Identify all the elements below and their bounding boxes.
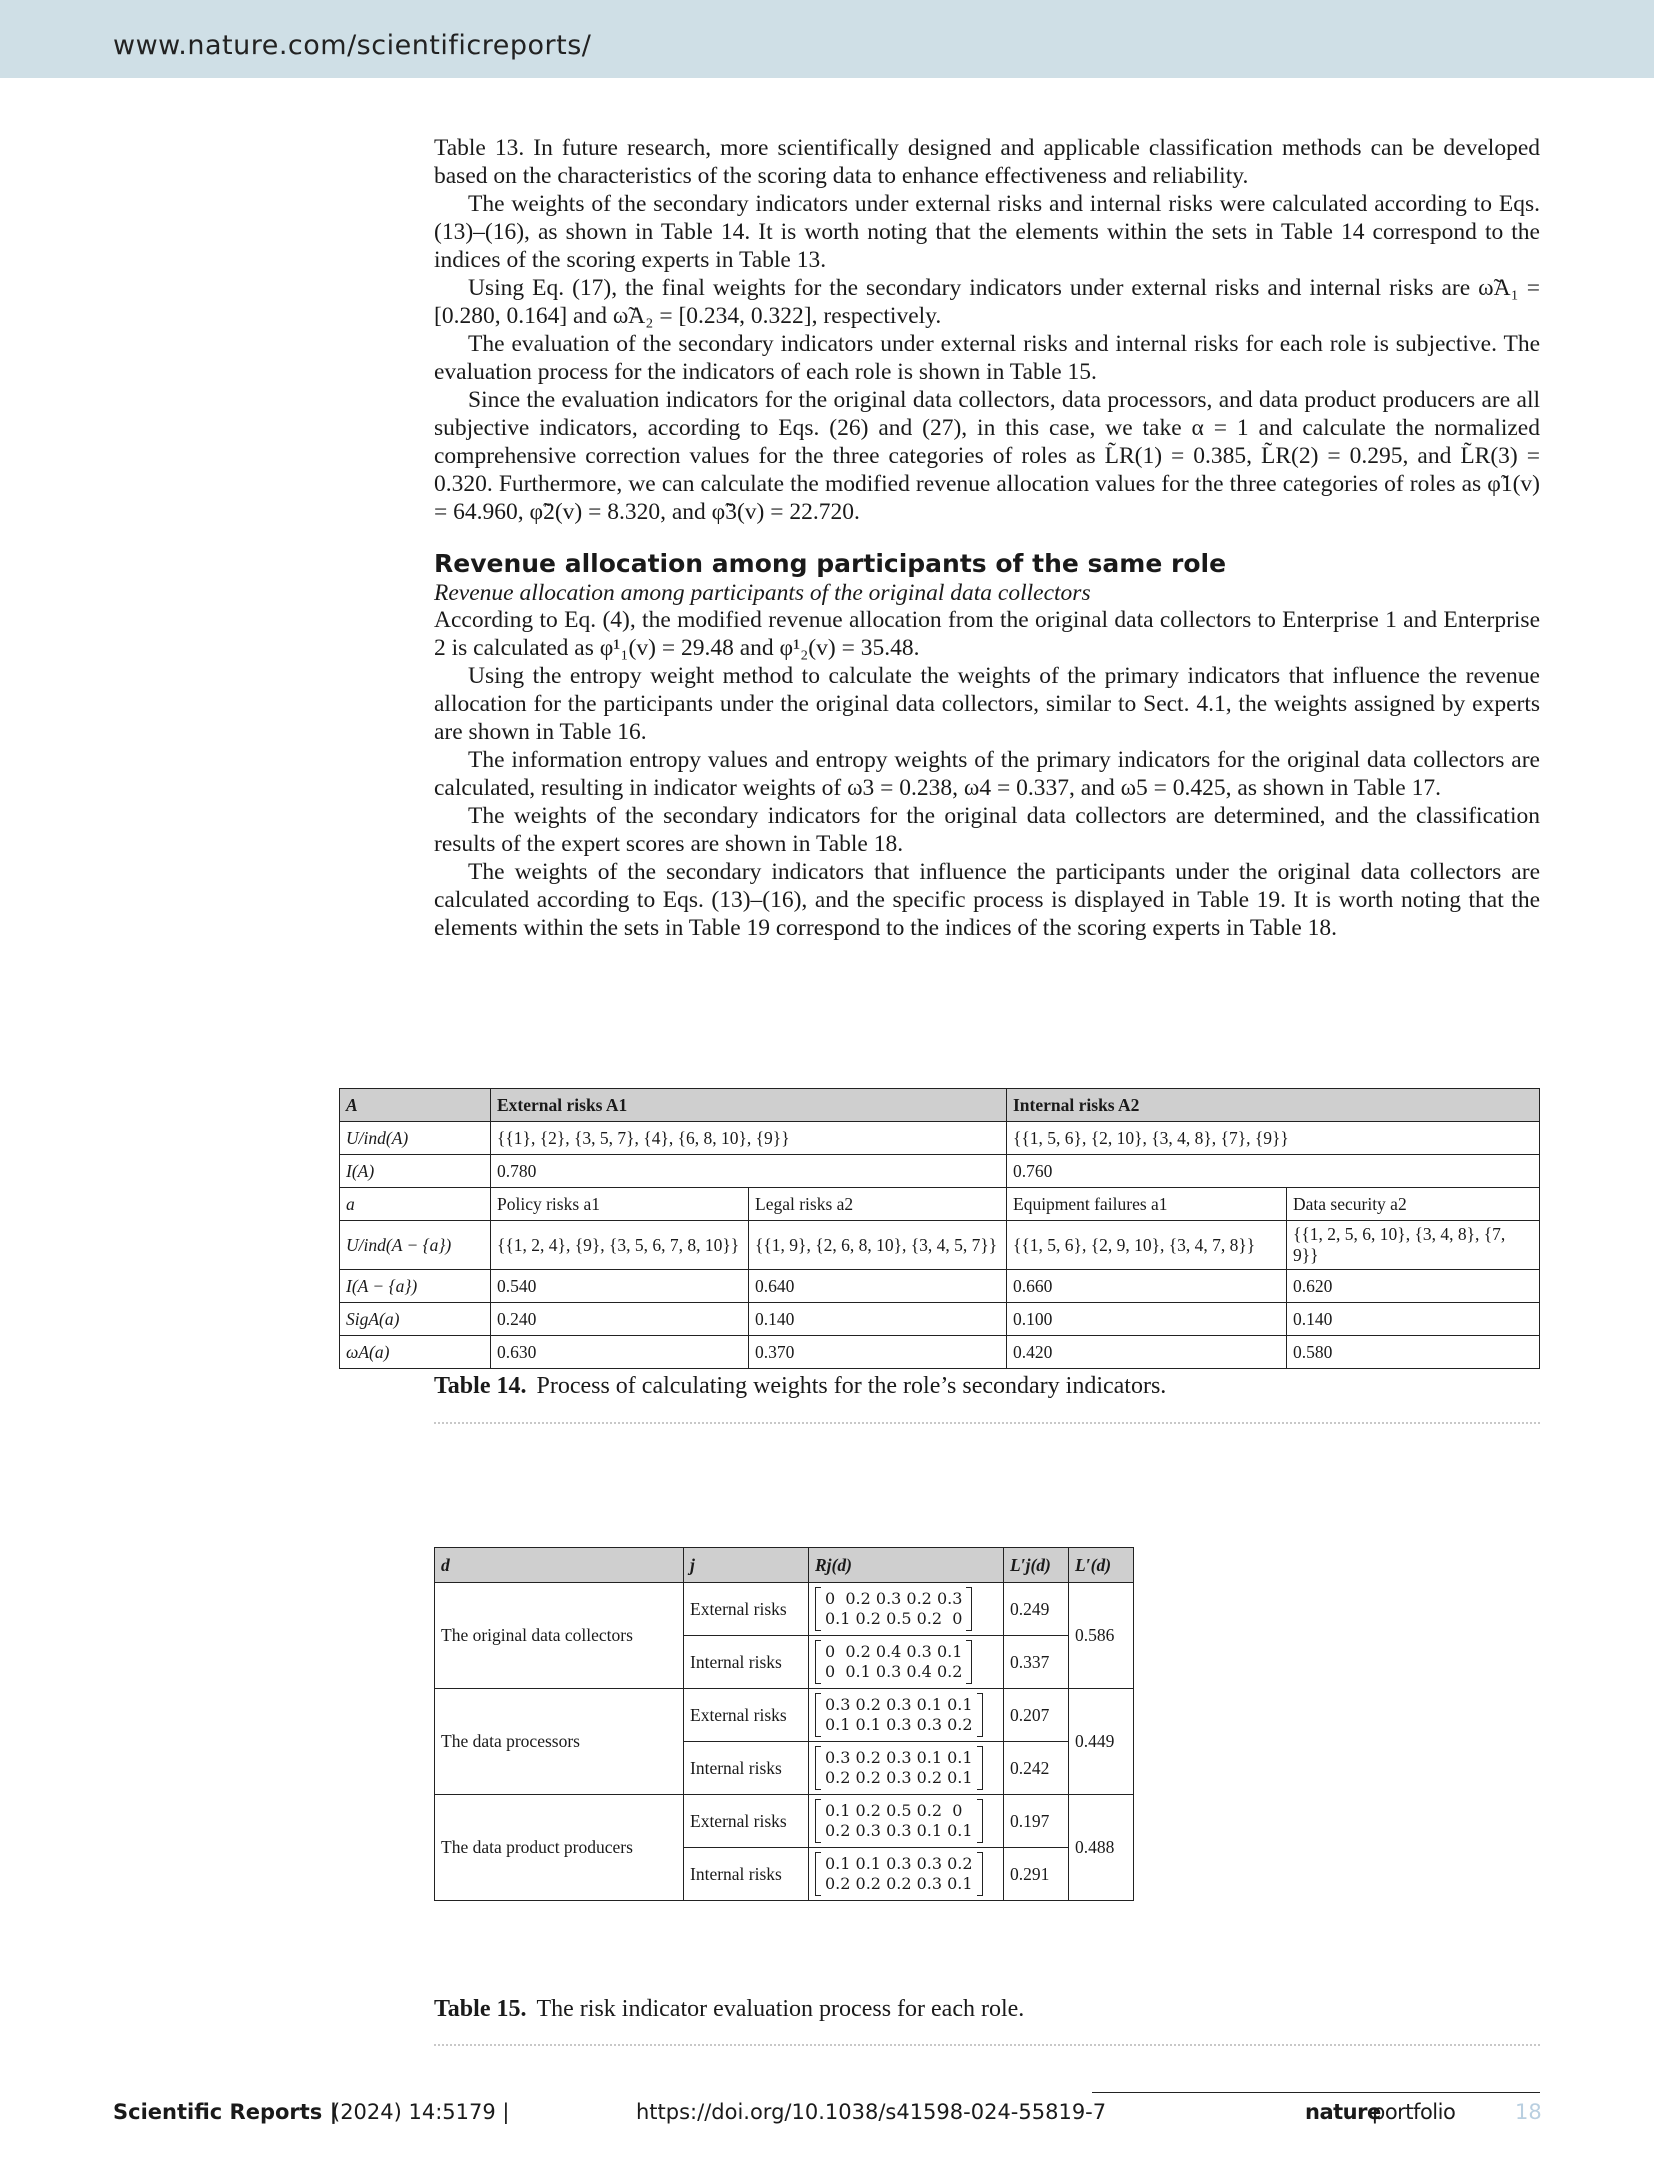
site-header-bar: [0, 0, 1654, 78]
table-cell: 0.240: [491, 1303, 749, 1336]
table-cell: 0.630: [491, 1336, 749, 1369]
table-row: [435, 1795, 1134, 1848]
paragraph: Using Eq. (17), the final weights for the secondary indicators under external risks and internal risks are ω̃A₁ = [0.280, 0.164] and ω̃A₂ = [0.234, 0.322], respectively.: [434, 275, 1540, 329]
matrix-row: 0 0.2 0.3 0.2 0.3: [825, 1589, 963, 1608]
table-cell: {{1, 5, 6}, {2, 10}, {3, 4, 8}, {7}, {9}}: [1007, 1122, 1540, 1155]
table-15: [434, 1547, 1134, 1901]
paragraph: The evaluation of the secondary indicators under external risks and internal risks for each role is subjective. The evaluation process for the indicators of each role is shown in Table 15.: [434, 331, 1540, 385]
value-cell: 0.242: [1004, 1742, 1069, 1795]
paragraph: The weights of the secondary indicators that influence the participants under the original data collectors are calculated according to Eqs. (13)–(16), and the specific process is displayed in Table 19. It is worth noting that the elements within the sets in Table 19 correspond to the indices of the scoring experts in Table 18.: [434, 859, 1540, 941]
caption-divider: [434, 2044, 1540, 2046]
table-header-cell: Internal risks A2: [1007, 1089, 1540, 1122]
table-cell: 0.760: [1007, 1155, 1540, 1188]
table-row: [340, 1303, 1540, 1336]
value-cell: 0.337: [1004, 1636, 1069, 1689]
matrix: [815, 1587, 972, 1631]
table-row: [340, 1221, 1540, 1270]
matrix-row: 0.2 0.3 0.3 0.1 0.1: [825, 1821, 973, 1840]
table-row: [340, 1122, 1540, 1155]
value-cell: 0.197: [1004, 1795, 1069, 1848]
table-header-cell: A: [340, 1089, 491, 1122]
table-14: [339, 1088, 1540, 1369]
paragraph: The information entropy values and entropy weights of the primary indicators for the original data collectors are calculated, resulting in indicator weights of ω3 = 0.238, ω4 = 0.337, and ω5 = 0.425, as shown in Table 17.: [434, 747, 1540, 801]
table-row: [435, 1583, 1134, 1636]
site-url[interactable]: www.nature.com/scientificreports/: [113, 30, 592, 61]
matrix-cell: [809, 1636, 1004, 1689]
matrix: [815, 1852, 983, 1896]
matrix: [815, 1746, 983, 1790]
table-cell: ωA(a): [340, 1336, 491, 1369]
total-cell: 0.488: [1069, 1795, 1134, 1901]
doi-link[interactable]: https://doi.org/10.1038/s41598-024-55819-7: [636, 2100, 1107, 2124]
table-row: [435, 1689, 1134, 1742]
matrix-row: 0 0.2 0.4 0.3 0.1: [825, 1642, 963, 1661]
matrix: [815, 1799, 983, 1843]
matrix-row: 0.1 0.2 0.5 0.2 0: [825, 1609, 963, 1628]
table-cell: Equipment failures a1: [1007, 1188, 1287, 1221]
matrix-row: 0.3 0.2 0.3 0.1 0.1: [825, 1695, 973, 1714]
matrix-cell: [809, 1742, 1004, 1795]
table-header-row: [435, 1548, 1134, 1583]
table-cell: U/ind(A): [340, 1122, 491, 1155]
table-cell: 0.140: [1287, 1303, 1540, 1336]
table-cell: U/ind(A − {a}): [340, 1221, 491, 1270]
total-cell: 0.449: [1069, 1689, 1134, 1795]
matrix-cell: [809, 1795, 1004, 1848]
table-header-cell: External risks A1: [491, 1089, 1007, 1122]
table-cell: 0.100: [1007, 1303, 1287, 1336]
matrix: [815, 1693, 983, 1737]
risk-type-cell: Internal risks: [684, 1636, 809, 1689]
risk-type-cell: Internal risks: [684, 1742, 809, 1795]
table-cell: 0.580: [1287, 1336, 1540, 1369]
table-cell: 0.620: [1287, 1270, 1540, 1303]
table-row: [340, 1155, 1540, 1188]
paragraph: The weights of the secondary indicators for the original data collectors are determined, and the classification results of the expert scores are shown in Table 18.: [434, 803, 1540, 857]
footer-divider: [1092, 2092, 1540, 2093]
publisher-logo-bold: nature: [1305, 2100, 1381, 2124]
table-cell: {{1, 2, 5, 6, 10}, {3, 4, 8}, {7, 9}}: [1287, 1221, 1540, 1270]
matrix-row: 0.3 0.2 0.3 0.1 0.1: [825, 1748, 973, 1767]
paragraph: The weights of the secondary indicators under external risks and internal risks were calculated according to Eqs. (13)–(16), as shown in Table 14. It is worth noting that the elements within the sets in Table 14 correspond to the indices of the scoring experts in Table 13.: [434, 191, 1540, 273]
table-cell: a: [340, 1188, 491, 1221]
value-cell: 0.291: [1004, 1848, 1069, 1901]
role-cell: The data product producers: [435, 1795, 684, 1901]
table-cell: Policy risks a1: [491, 1188, 749, 1221]
table-cell: 0.640: [749, 1270, 1007, 1303]
article-body: [434, 134, 1540, 942]
table-row: [340, 1270, 1540, 1303]
matrix: [815, 1640, 972, 1684]
matrix-cell: [809, 1583, 1004, 1636]
page-number: 18: [1515, 2100, 1542, 2124]
caption-text: The risk indicator evaluation process for each role.: [536, 1996, 1025, 2022]
table-cell: 0.660: [1007, 1270, 1287, 1303]
matrix-row: 0.1 0.2 0.5 0.2 0: [825, 1801, 963, 1820]
total-cell: 0.586: [1069, 1583, 1134, 1689]
paragraph: Table 13. In future research, more scientifically designed and applicable classification methods can be developed based on the characteristics of the scoring data to enhance effectiveness and reliability.: [434, 135, 1540, 189]
matrix-row: 0.1 0.1 0.3 0.3 0.2: [825, 1715, 973, 1734]
table-cell: Legal risks a2: [749, 1188, 1007, 1221]
table-header-cell: j: [684, 1548, 809, 1583]
caption-text: Process of calculating weights for the role’s secondary indicators.: [536, 1373, 1167, 1399]
matrix-row: 0 0.1 0.3 0.4 0.2: [825, 1662, 963, 1681]
table-header-cell: d: [435, 1548, 684, 1583]
caption-label: Table 15.: [434, 1996, 527, 2022]
table-cell: 0.420: [1007, 1336, 1287, 1369]
table-cell: 0.370: [749, 1336, 1007, 1369]
table-cell: SigA(a): [340, 1303, 491, 1336]
table-cell: {{1, 9}, {2, 6, 8, 10}, {3, 4, 5, 7}}: [749, 1221, 1007, 1270]
table-cell: 0.780: [491, 1155, 1007, 1188]
paragraph: According to Eq. (4), the modified revenue allocation from the original data collectors to Enterprise 1 and Enterprise 2 is calculated as φ¹₁(v) = 29.48 and φ¹₂(v) = 35.48.: [434, 607, 1540, 661]
table-header-row: [340, 1089, 1540, 1122]
role-cell: The data processors: [435, 1689, 684, 1795]
table-cell: I(A − {a}): [340, 1270, 491, 1303]
journal-name: Scientific Reports |: [113, 2100, 338, 2124]
risk-type-cell: Internal risks: [684, 1848, 809, 1901]
role-cell: The original data collectors: [435, 1583, 684, 1689]
value-cell: 0.249: [1004, 1583, 1069, 1636]
table-cell: {{1, 5, 6}, {2, 9, 10}, {3, 4, 7, 8}}: [1007, 1221, 1287, 1270]
matrix-row: 0.2 0.2 0.3 0.2 0.1: [825, 1768, 973, 1787]
risk-type-cell: External risks: [684, 1689, 809, 1742]
value-cell: 0.207: [1004, 1689, 1069, 1742]
volume-info: (2024) 14:5179 |: [332, 2100, 510, 2124]
paragraph: Using the entropy weight method to calculate the weights of the primary indicators that influence the revenue allocation for the participants under the original data collectors, similar to Sect. 4.1, the weights assigned by experts are shown in Table 16.: [434, 663, 1540, 745]
table-14-caption: [434, 1373, 1166, 1400]
paragraph: Since the evaluation indicators for the original data collectors, data processors, and data product producers are all subjective indicators, according to Eqs. (26) and (27), in this case, we take α = 1 and calculate the normalized comprehensive correction values for the three categories of roles as L̃R(1) = 0.385, L̃R(2) = 0.295, and L̃R(3) = 0.320. Furthermore, we can calculate the modified revenue allocation values for the three categories of roles as φ̃1(v) = 64.960, φ̃2(v) = 8.320, and φ̃3(v) = 22.720.: [434, 387, 1540, 525]
table-cell: {{1, 2, 4}, {9}, {3, 5, 6, 7, 8, 10}}: [491, 1221, 749, 1270]
table-header-cell: L′(d): [1069, 1548, 1134, 1583]
publisher-logo-light: portfolio: [1372, 2100, 1456, 2124]
matrix-row: 0.2 0.2 0.2 0.3 0.1: [825, 1874, 973, 1893]
table-cell: Data security a2: [1287, 1188, 1540, 1221]
matrix-cell: [809, 1689, 1004, 1742]
matrix-row: 0.1 0.1 0.3 0.3 0.2: [825, 1854, 973, 1873]
table-cell: {{1}, {2}, {3, 5, 7}, {4}, {6, 8, 10}, {9}}: [491, 1122, 1007, 1155]
table-row: [340, 1336, 1540, 1369]
table-cell: 0.540: [491, 1270, 749, 1303]
subsection-heading: Revenue allocation among participants of the original data collectors: [434, 580, 1091, 606]
table-cell: 0.140: [749, 1303, 1007, 1336]
table-row: [340, 1188, 1540, 1221]
section-heading: Revenue allocation among participants of the same role: [434, 549, 1227, 578]
caption-label: Table 14.: [434, 1373, 527, 1399]
table-15-caption: [434, 1996, 1024, 2023]
risk-type-cell: External risks: [684, 1795, 809, 1848]
table-header-cell: L′j(d): [1004, 1548, 1069, 1583]
matrix-cell: [809, 1848, 1004, 1901]
risk-type-cell: External risks: [684, 1583, 809, 1636]
table-header-cell: Rj(d): [809, 1548, 1004, 1583]
table-cell: I(A): [340, 1155, 491, 1188]
caption-divider: [434, 1422, 1540, 1424]
